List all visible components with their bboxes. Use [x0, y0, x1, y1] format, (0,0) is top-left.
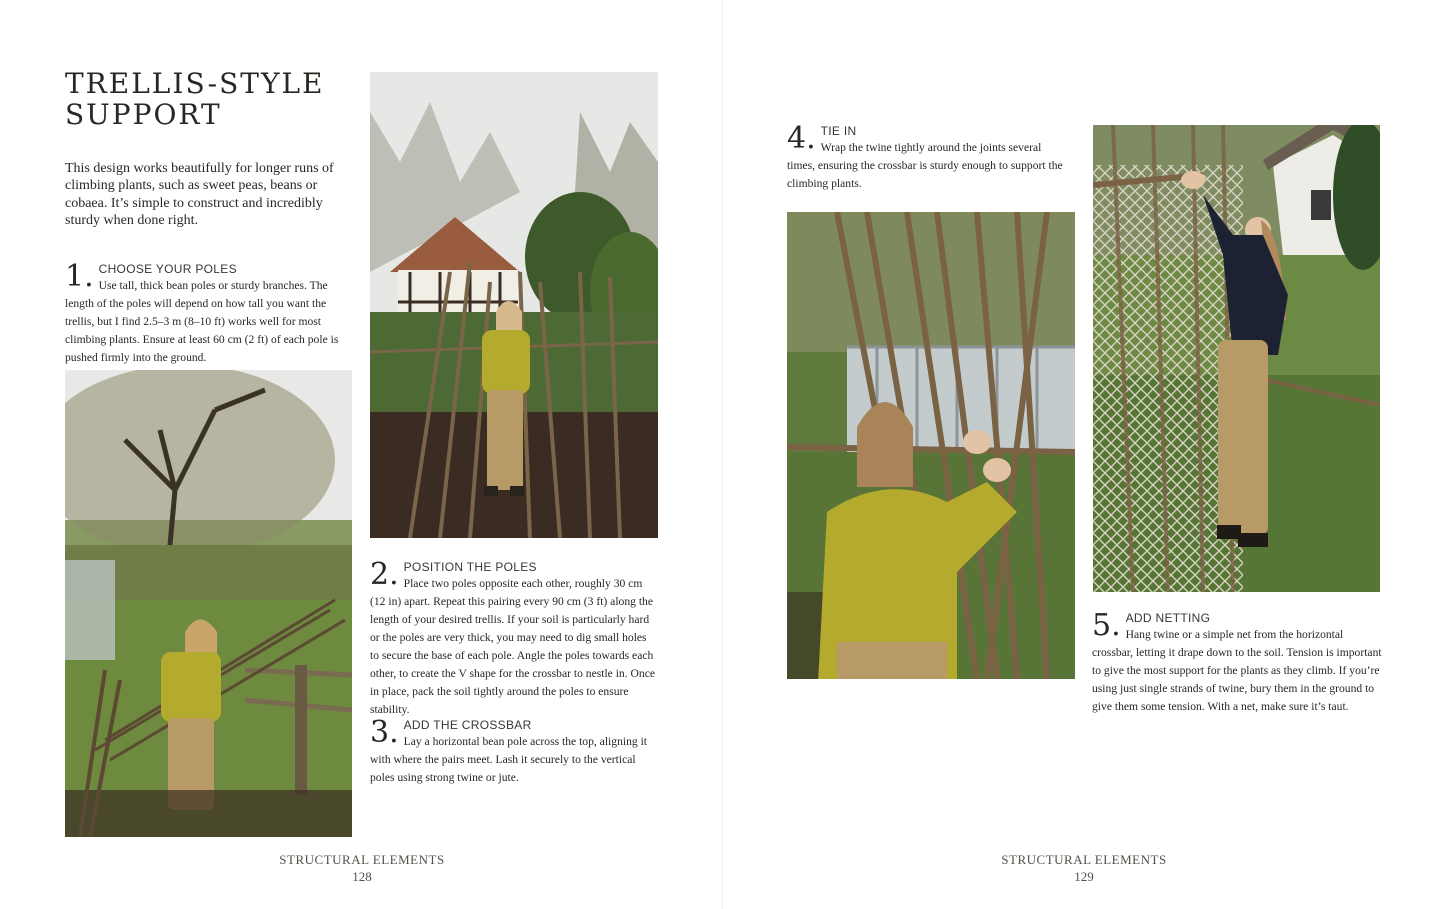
page-title — [65, 68, 355, 130]
step-1-heading: CHOOSE YOUR POLES — [98, 262, 237, 276]
step-5-heading: ADD NETTING — [1125, 611, 1211, 625]
step-3 — [370, 715, 658, 786]
step-4-heading: TIE IN — [820, 124, 857, 138]
step-2-number: 2. — [370, 557, 399, 592]
step-5 — [1092, 608, 1382, 715]
step-4-number: 4. — [787, 121, 816, 156]
step-2-heading: POSITION THE POLES — [403, 560, 537, 574]
step-1-number: 1. — [65, 259, 94, 294]
step-1-body: Use tall, thick bean poles or sturdy branches. The length of the poles will depend on how tall you want the trellis, but I find 2.5–3 m (8–10 ft) works well for most climbing plants. Ensure at least 60 cm (2 ft) of each pole is pushed firmly into the ground. — [65, 279, 339, 364]
step-3-number: 3. — [370, 715, 399, 750]
right-page-number: 129 — [1074, 869, 1094, 884]
step-5-body: Hang twine or a simple net from the horizontal crossbar, letting it drape down to the soil. Tension is important to give the most support for the plants as they climb. If you’re using just single strands of twine, bury them in the ground to give them some tension. With a net, make sure it’s taut. — [1092, 628, 1382, 713]
right-folio — [954, 852, 1214, 885]
right-footer-section: STRUCTURAL ELEMENTS — [1001, 852, 1167, 867]
photo-among-poles-image — [370, 72, 658, 538]
left-page-number: 128 — [352, 869, 372, 884]
step-4-body: Wrap the twine tightly around the joints several times, ensuring the crossbar is sturdy enough to support the climbing plants. — [787, 141, 1063, 190]
left-page — [0, 0, 722, 909]
step-2 — [370, 557, 658, 718]
title-line-1: TRELLIS-STYLE — [65, 67, 325, 100]
photo-carrying-poles-image — [65, 370, 352, 837]
title-line-2: SUPPORT — [65, 98, 222, 131]
left-folio — [232, 852, 492, 885]
photo-adding-netting-image — [1093, 125, 1380, 592]
photo-tying-crossbar-image — [787, 212, 1075, 679]
photo-carrying-poles — [65, 370, 352, 837]
photo-adding-netting — [1093, 125, 1380, 592]
intro-paragraph: This design works beautifully for longer runs of climbing plants, such as sweet peas, beans or cobaea. It’s simple to construct and incredibly sturdy when done right. — [65, 161, 334, 228]
step-3-body: Lay a horizontal bean pole across the top, aligning it with where the pairs meet. Lash it securely to the vertical poles using strong twine or jute. — [370, 735, 648, 784]
step-4 — [787, 121, 1067, 192]
step-3-heading: ADD THE CROSSBAR — [403, 718, 532, 732]
left-footer-section: STRUCTURAL ELEMENTS — [279, 852, 445, 867]
photo-among-poles — [370, 72, 658, 538]
step-2-body: Place two poles opposite each other, roughly 30 cm (12 in) apart. Repeat this pairing every 90 cm (3 ft) along the length of your desired trellis. If your soil is particularly hard or the poles are very thick, you may need to dig small holes to secure the base of each pole. Angle the poles towards each other, to create the V shape for the crossbar to nestle in. Once in place, pack the soil tightly around the poles to ensure stability. — [370, 577, 655, 716]
step-1 — [65, 259, 353, 366]
right-page — [723, 0, 1445, 909]
step-5-number: 5. — [1092, 608, 1121, 643]
photo-tying-crossbar — [787, 212, 1075, 679]
